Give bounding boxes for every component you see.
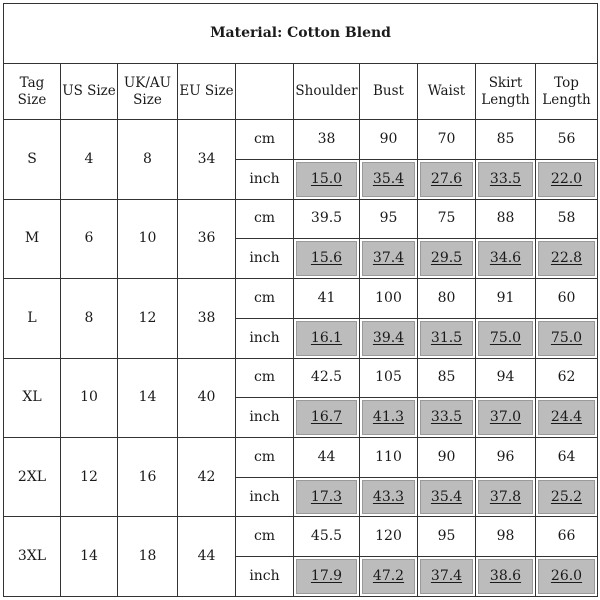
header-tag-size: Tag Size [4,64,61,120]
top-length-cm-value: 62 [536,358,598,398]
size-chart-body [4,4,598,597]
ukau-size-cell: 18 [118,517,178,597]
bust-cm-value: 120 [360,517,418,557]
ukau-size-cell: 10 [118,199,178,278]
top-length-cm-value: 58 [536,199,598,239]
tag-size-cell: XL [4,358,61,437]
skirt-length-inch-value: 75.0 [476,318,536,358]
shoulder-inch-value: 15.0 [294,159,360,199]
header-waist: Waist [418,64,476,120]
skirt-length-inch-value: 37.8 [476,477,536,517]
unit-inch-label: inch [236,318,294,358]
us-size-cell: 8 [61,279,118,358]
header-unit [236,64,294,120]
header-eu-size: EU Size [178,64,236,120]
shoulder-inch-value: 17.3 [294,477,360,517]
skirt-length-inch-value: 33.5 [476,159,536,199]
unit-cm-label: cm [236,120,294,160]
skirt-length-cm-value: 98 [476,517,536,557]
unit-cm-label: cm [236,199,294,239]
unit-inch-label: inch [236,398,294,438]
us-size-cell: 14 [61,517,118,597]
eu-size-cell: 42 [178,438,236,517]
ukau-size-cell: 16 [118,438,178,517]
top-length-inch-value: 24.4 [536,398,598,438]
shoulder-cm-value: 41 [294,279,360,319]
shoulder-inch-value: 15.6 [294,239,360,279]
skirt-length-inch-value: 34.6 [476,239,536,279]
waist-cm-value: 75 [418,199,476,239]
eu-size-cell: 44 [178,517,236,597]
waist-inch-value: 33.5 [418,398,476,438]
waist-cm-value: 70 [418,120,476,160]
header-skirt-length: Skirt Length [476,64,536,120]
tag-size-cell: 3XL [4,517,61,597]
title-row [4,4,598,64]
unit-inch-label: inch [236,477,294,517]
top-length-cm-value: 56 [536,120,598,160]
tag-size-cell: M [4,199,61,278]
top-length-cm-value: 60 [536,279,598,319]
waist-cm-value: 95 [418,517,476,557]
shoulder-cm-value: 38 [294,120,360,160]
waist-inch-value: 37.4 [418,557,476,597]
unit-cm-label: cm [236,438,294,478]
skirt-length-inch-value: 38.6 [476,557,536,597]
unit-cm-label: cm [236,517,294,557]
shoulder-cm-value: 44 [294,438,360,478]
skirt-length-cm-value: 91 [476,279,536,319]
header-ukau-size: UK/AU Size [118,64,178,120]
header-row [4,64,598,120]
tag-size-cell: L [4,279,61,358]
ukau-size-cell: 8 [118,120,178,199]
eu-size-cell: 40 [178,358,236,437]
size-row-s-cm [4,120,598,160]
eu-size-cell: 34 [178,120,236,199]
us-size-cell: 6 [61,199,118,278]
ukau-size-cell: 12 [118,279,178,358]
tag-size-cell: S [4,120,61,199]
unit-inch-label: inch [236,159,294,199]
eu-size-cell: 38 [178,279,236,358]
bust-inch-value: 47.2 [360,557,418,597]
shoulder-inch-value: 16.7 [294,398,360,438]
bust-cm-value: 105 [360,358,418,398]
bust-cm-value: 95 [360,199,418,239]
top-length-inch-value: 75.0 [536,318,598,358]
top-length-inch-value: 25.2 [536,477,598,517]
top-length-inch-value: 22.0 [536,159,598,199]
bust-cm-value: 110 [360,438,418,478]
header-bust: Bust [360,64,418,120]
tag-size-cell: 2XL [4,438,61,517]
top-length-cm-value: 66 [536,517,598,557]
us-size-cell: 4 [61,120,118,199]
ukau-size-cell: 14 [118,358,178,437]
bust-cm-value: 100 [360,279,418,319]
us-size-cell: 12 [61,438,118,517]
unit-inch-label: inch [236,557,294,597]
unit-cm-label: cm [236,279,294,319]
shoulder-cm-value: 39.5 [294,199,360,239]
header-us-size: US Size [61,64,118,120]
bust-inch-value: 39.4 [360,318,418,358]
top-length-inch-value: 26.0 [536,557,598,597]
size-row-xl-cm [4,358,598,398]
skirt-length-cm-value: 94 [476,358,536,398]
waist-inch-value: 35.4 [418,477,476,517]
shoulder-inch-value: 17.9 [294,557,360,597]
material-title: Material: Cotton Blend [4,4,598,64]
waist-cm-value: 85 [418,358,476,398]
waist-inch-value: 31.5 [418,318,476,358]
size-row-2xl-cm [4,438,598,478]
skirt-length-inch-value: 37.0 [476,398,536,438]
waist-inch-value: 29.5 [418,239,476,279]
size-row-m-cm [4,199,598,239]
skirt-length-cm-value: 85 [476,120,536,160]
shoulder-cm-value: 45.5 [294,517,360,557]
unit-cm-label: cm [236,358,294,398]
size-chart-table [3,3,598,597]
skirt-length-cm-value: 88 [476,199,536,239]
shoulder-cm-value: 42.5 [294,358,360,398]
us-size-cell: 10 [61,358,118,437]
bust-inch-value: 41.3 [360,398,418,438]
waist-cm-value: 80 [418,279,476,319]
bust-inch-value: 37.4 [360,239,418,279]
top-length-inch-value: 22.8 [536,239,598,279]
skirt-length-cm-value: 96 [476,438,536,478]
eu-size-cell: 36 [178,199,236,278]
waist-cm-value: 90 [418,438,476,478]
waist-inch-value: 27.6 [418,159,476,199]
header-top-length: Top Length [536,64,598,120]
bust-inch-value: 35.4 [360,159,418,199]
bust-inch-value: 43.3 [360,477,418,517]
size-row-3xl-cm [4,517,598,557]
bust-cm-value: 90 [360,120,418,160]
shoulder-inch-value: 16.1 [294,318,360,358]
top-length-cm-value: 64 [536,438,598,478]
header-shoulder: Shoulder [294,64,360,120]
size-row-l-cm [4,279,598,319]
unit-inch-label: inch [236,239,294,279]
